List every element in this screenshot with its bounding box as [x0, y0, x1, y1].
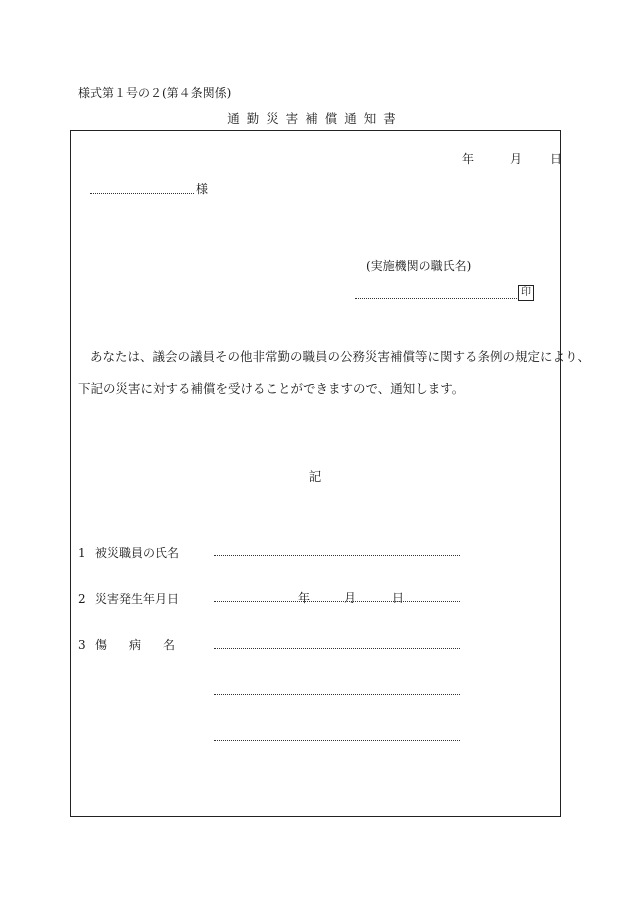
item-2-number: 2: [78, 592, 86, 606]
agency-label: (実施機関の職氏名): [366, 259, 472, 273]
body-text-line1: あなたは、議会の議員その他非常勤の職員の公務災害補償等に関する条例の規定により、: [90, 349, 591, 364]
incident-date-fields: [298, 589, 404, 606]
issue-date: [462, 150, 562, 167]
seal-box: 印: [518, 285, 534, 301]
item-2-label: [78, 590, 179, 607]
issue-date-year: 年: [462, 152, 475, 166]
incident-year-label: 年: [298, 591, 311, 605]
incident-day-label: 日: [392, 591, 405, 605]
form-number: 様式第１号の２(第４条関係): [78, 86, 232, 100]
item-1-number: 1: [78, 546, 86, 560]
item-1-label: [78, 544, 179, 561]
incident-month-label: 月: [344, 591, 357, 605]
issue-date-day: 日: [550, 152, 563, 166]
victim-name-field[interactable]: [214, 555, 460, 556]
incident-date-field[interactable]: [214, 601, 460, 602]
document-title: 通勤災害補償通知書: [227, 111, 403, 126]
addressee-name-field[interactable]: [90, 193, 194, 194]
injury-name-field-2[interactable]: [214, 694, 460, 695]
addressee-suffix: 様: [196, 182, 209, 196]
body-text-line2: 下記の災害に対する補償を受けることができますので、通知します。: [78, 381, 465, 396]
item-3-number: 3: [78, 638, 86, 652]
item-2-text: 災害発生年月日: [95, 592, 180, 606]
injury-name-field-1[interactable]: [214, 648, 460, 649]
item-3-text-part2: 病: [129, 638, 142, 652]
item-1-text: 被災職員の氏名: [95, 546, 180, 560]
section-heading-ki: 記: [308, 469, 322, 484]
signer-name-field[interactable]: [355, 298, 517, 299]
item-3-text-part1: 傷: [95, 638, 108, 652]
item-3-text-part3: 名: [163, 638, 176, 652]
injury-name-field-3[interactable]: [214, 740, 460, 741]
issue-date-month: 月: [510, 152, 523, 166]
item-3-label: [78, 636, 175, 653]
